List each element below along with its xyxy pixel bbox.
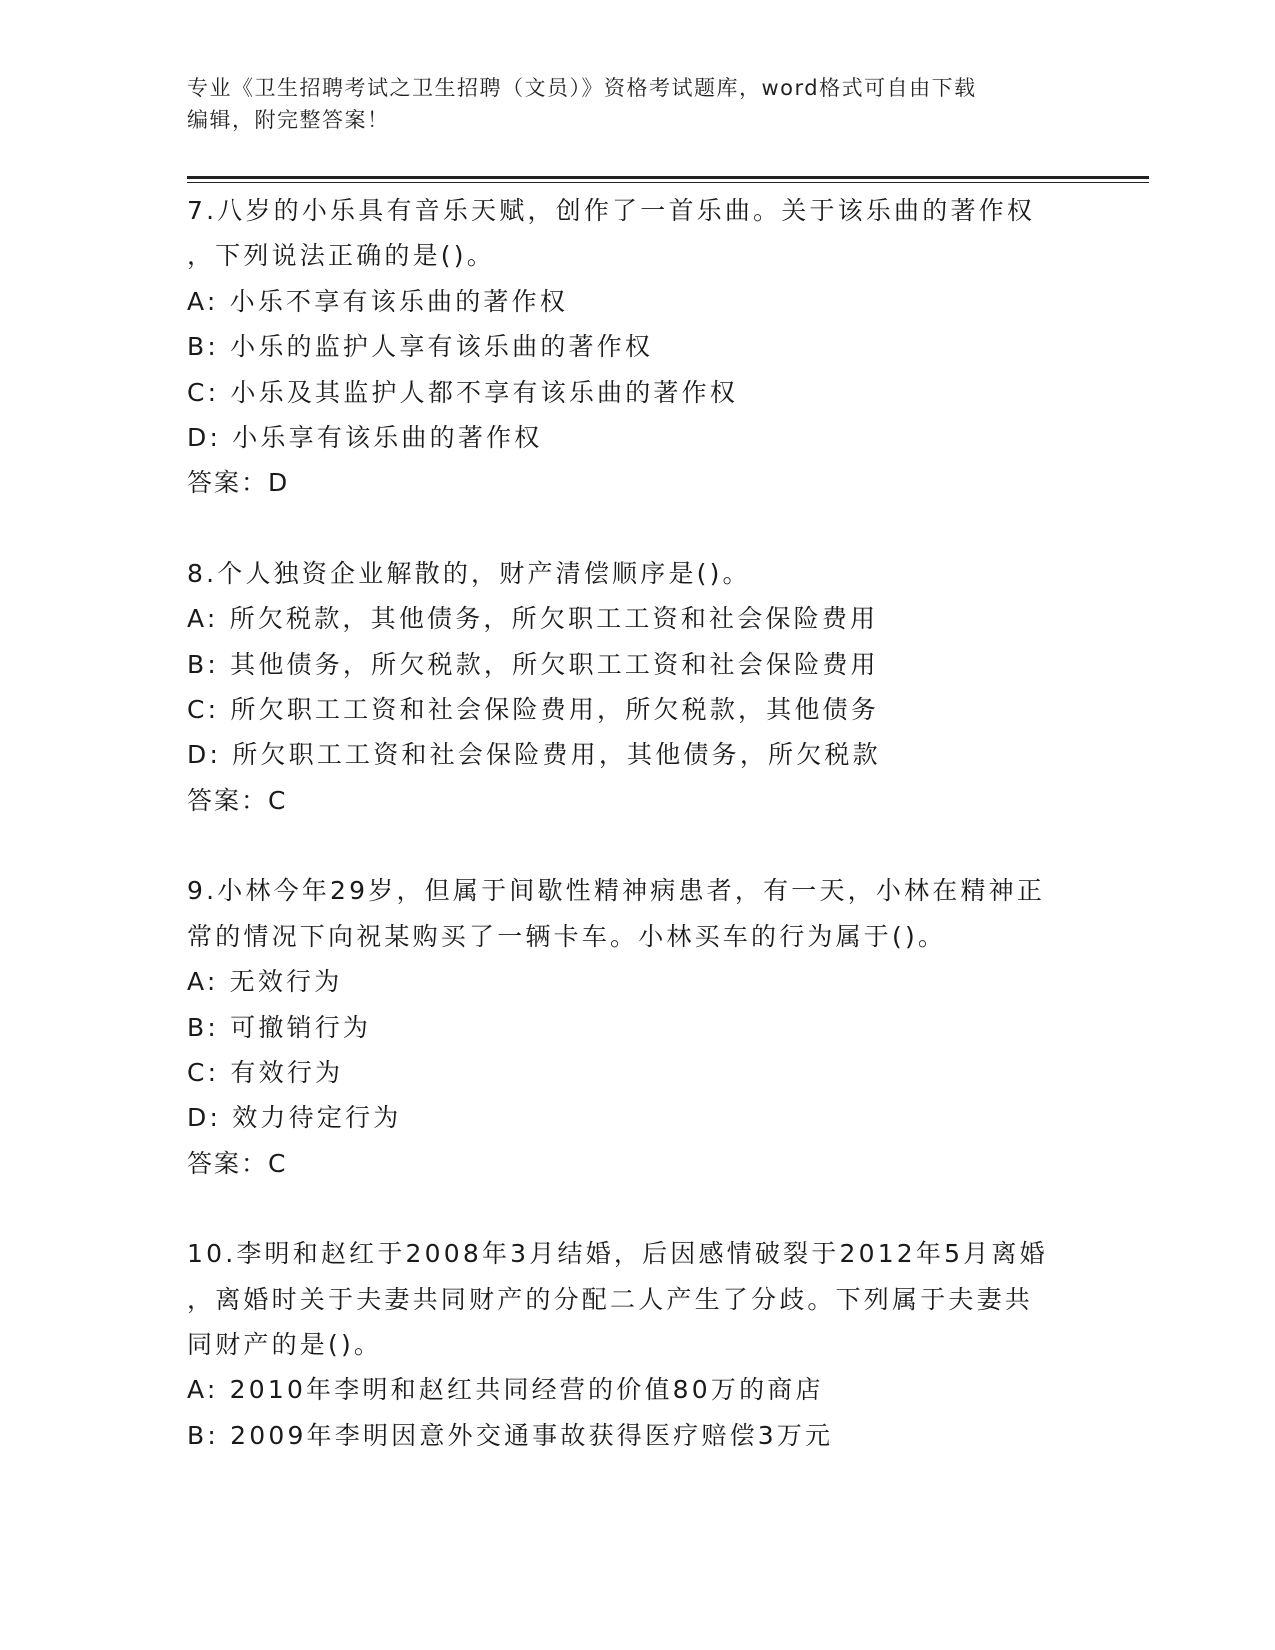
option-d: D: 所欠职工工资和社会保险费用，其他债务，所欠税款 (187, 740, 881, 770)
question-stem-line: 常的情况下向祝某购买了一辆卡车。小林买车的行为属于()。 (187, 921, 947, 951)
question-list (187, 188, 1087, 1503)
question-stem-line: ，离婚时关于夫妻共同财产的分配二人产生了分歧。下列属于夫妻共 (187, 1284, 1034, 1314)
document-header (187, 72, 1067, 136)
option-a: A: 2010年李明和赵红共同经营的价值80万的商店 (187, 1375, 824, 1405)
option-c: C: 小乐及其监护人都不享有该乐曲的著作权 (187, 377, 739, 407)
option-a: A: 小乐不享有该乐曲的著作权 (187, 286, 569, 316)
question-7 (187, 188, 1087, 506)
header-divider-thick (187, 176, 1149, 179)
option-a: A: 无效行为 (187, 967, 343, 997)
answer-line: 答案：C (187, 785, 288, 815)
option-b: B: 其他债务，所欠税款，所欠职工工资和社会保险费用 (187, 649, 879, 679)
question-stem-line: 7.八岁的小乐具有音乐天赋，创作了一首乐曲。关于该乐曲的著作权 (187, 196, 1036, 225)
question-stem-line: 9.小林今年29岁，但属于间歇性精神病患者，有一天，小林在精神正 (187, 876, 1046, 906)
question-stem-line: 同财产的是()。 (187, 1329, 383, 1359)
question-8 (187, 551, 1087, 823)
question-stem-line: ，下列说法正确的是()。 (187, 241, 495, 271)
option-b: B: 2009年李明因意外交通事故获得医疗赔偿3万元 (187, 1420, 834, 1450)
answer-line: 答案：D (187, 468, 290, 498)
question-stem-line: 10.李明和赵红于2008年3月结婚，后因感情破裂于2012年5月离婚 (187, 1239, 1048, 1269)
option-b: B: 可撤销行为 (187, 1012, 372, 1042)
option-d: D: 效力待定行为 (187, 1103, 402, 1133)
option-c: C: 有效行为 (187, 1057, 344, 1087)
option-a: A: 所欠税款，其他债务，所欠职工工资和社会保险费用 (187, 604, 879, 634)
answer-line: 答案：C (187, 1148, 288, 1178)
option-b: B: 小乐的监护人享有该乐曲的著作权 (187, 332, 654, 362)
question-10 (187, 1231, 1087, 1458)
question-9 (187, 868, 1087, 1186)
header-divider-thin (187, 182, 1149, 183)
option-c: C: 所欠职工工资和社会保险费用，所欠税款，其他债务 (187, 695, 880, 725)
header-line-1: 专业《卫生招聘考试之卫生招聘（文员）》资格考试题库，word格式可自由下载 (187, 76, 977, 100)
header-line-2: 编辑，附完整答案！ (187, 108, 390, 132)
question-stem-line: 8.个人独资企业解散的，财产清偿顺序是()。 (187, 558, 751, 588)
option-d: D: 小乐享有该乐曲的著作权 (187, 423, 543, 453)
